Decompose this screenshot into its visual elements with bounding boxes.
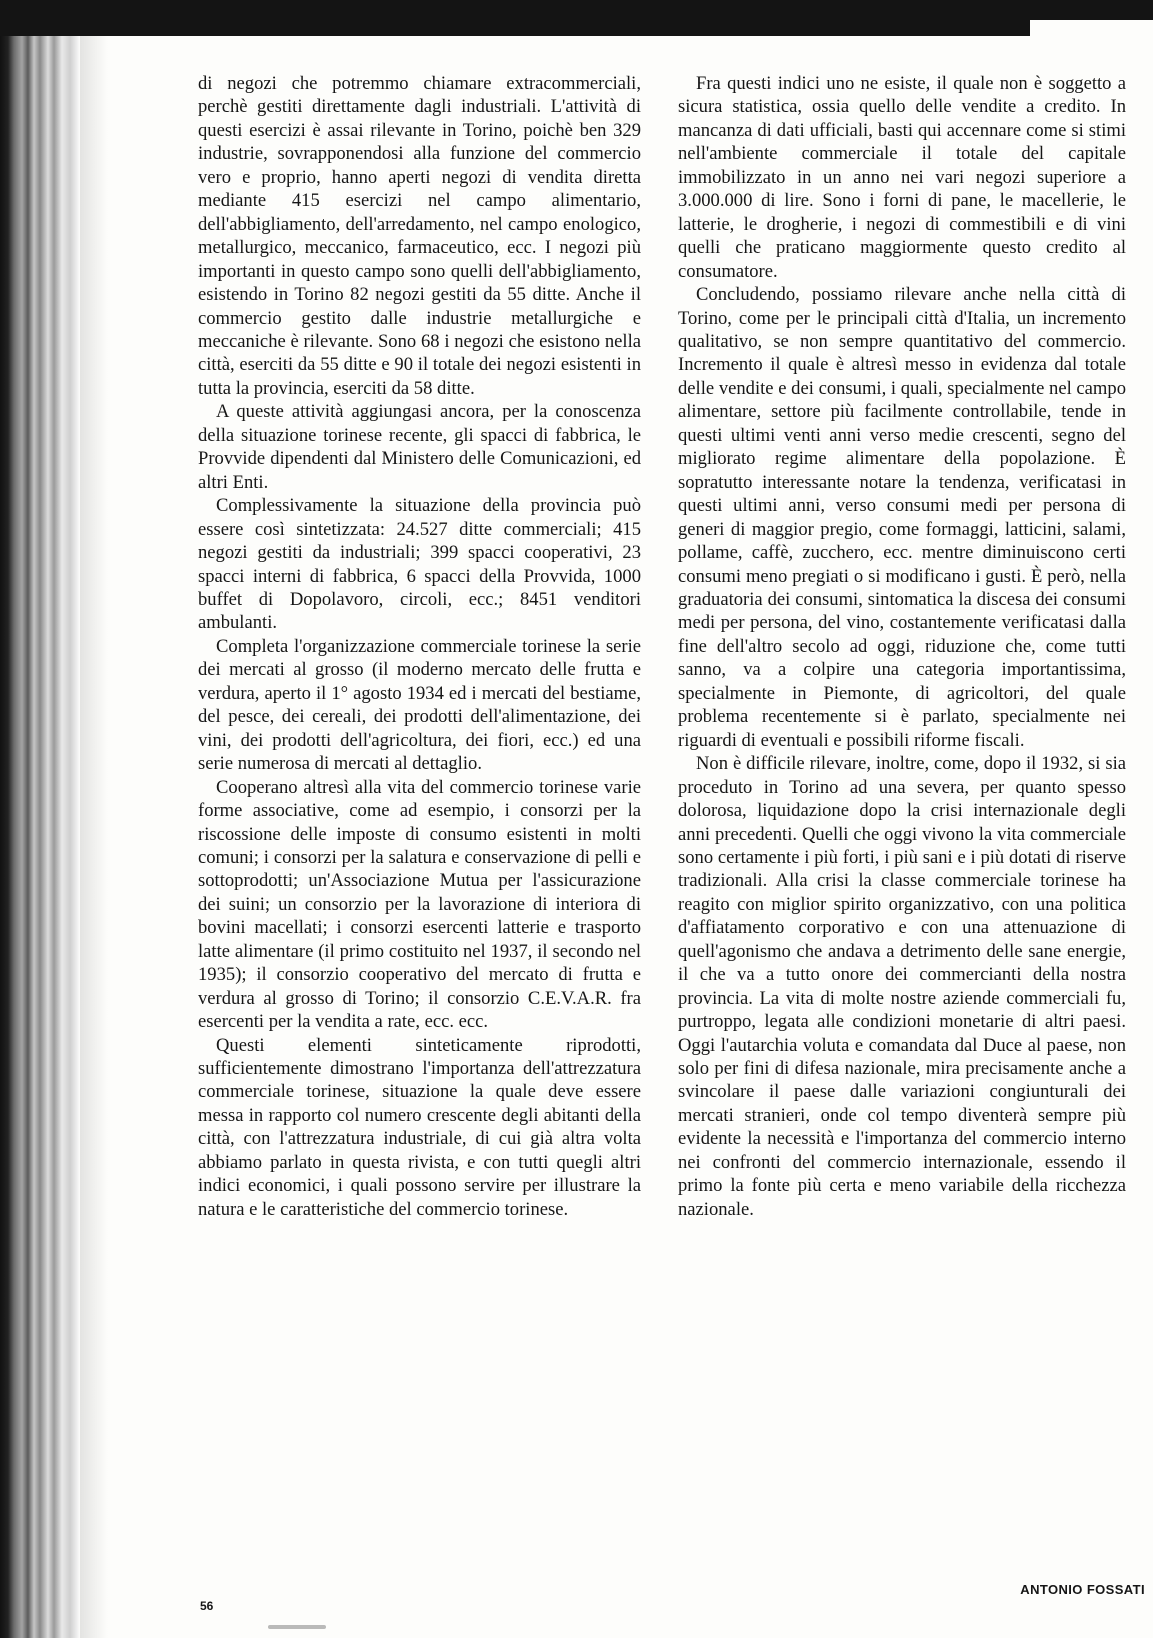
page-number: 56	[200, 1599, 214, 1613]
paragraph: Completa l'organizzazione commerciale torinese la serie dei mercati al grosso (il moderno mercato delle frutta e verdura, aperto il 1° agosto 1934 ed i mercati del bestiame, del pesce, dei cereali, dei prodotti dell'alimentazione, dei vini, dei prodotti dell'agricoltura, dei fiori, ecc.) ed una serie numerosa di mercati al dettaglio.	[198, 635, 641, 775]
paragraph: Fra questi indici uno ne esiste, il quale non è soggetto a sicura statistica, ossia quello delle vendite a credito. In mancanza di dati ufficiali, basti qui accennare come si stimi nell'ambiente commerciale il totale del capitale immobilizzato in un anno nei vari negozi superiore a 3.000.000 di lire. Sono i forni di pane, le macellerie, le latterie, le drogherie, i negozi di commestibili e di vini quelli che praticano maggiormente questo credito al consumatore.	[678, 73, 1126, 282]
paragraph: A queste attività aggiungasi ancora, per la conoscenza della situazione torinese recente, gli spacci di fabbrica, le Provvide dipendenti dal Ministero delle Comunicazioni, ed altri Enti.	[198, 401, 641, 493]
paragraph: Cooperano altresì alla vita del commercio torinese varie forme associative, come ad esempio, i consorzi per la riscossione delle imposte di consumo esistenti in molti comuni; i consorzi per la salatura e conservazione di pelli e sottoprodotti; un'Associazione Mutua per l'assicurazione dei suini; un consorzio per la lavorazione di interiora di bovini macellati; i consorzi esercenti latterie e trasporto latte alimentare (il primo costituito nel 1937, il secondo nel 1935); il consorzio cooperativo del mercato di frutta e verdura al grosso di Torino; il consorzio C.E.V.A.R. fra esercenti per la vendita a rate, ecc. ecc.	[198, 776, 641, 1033]
gutter-shadow	[80, 36, 108, 1638]
top-right-tab	[1030, 0, 1153, 20]
paragraph: di negozi che potremmo chiamare extracommerciali, perchè gestiti direttamente dagli industriali. L'attività di questi esercizi è assai rilevante in Torino, poichè ben 329 industrie, sovrapponendosi alla funzione del commercio vero e proprio, hanno aperti negozi di vendita diretta mediante 415 esercizi nel campo alimentario, dell'abbigliamento, dell'arredamento, nel campo enologico, metallurgico, meccanico, farmaceutico, ecc. I negozi più importanti in questo campo sono quelli dell'abbigliamento, esistendo in Torino 82 negozi gestiti da 55 ditte. Anche il commercio gestito dalle industrie metallurgiche e meccaniche è rilevante. Sono 68 i negozi che esistono nella città, eserciti da 55 ditte e 90 il totale dei negozi esistenti in tutta la provincia, eserciti da 58 ditte.	[198, 73, 641, 399]
paragraph: Concludendo, possiamo rilevare anche nella città di Torino, come per le principali città d'Italia, un incremento qualitativo, se non sempre quantitativo del commercio. Incremento il quale è altresì messo in evidenza dal totale delle vendite e dei consumi, i quali, specialmente nel campo alimentare, settore più facilmente controllabile, tende in questi ultimi venti anni verso medie crescenti, segno del migliorato regime alimentare della popolazione. È sopratutto interessante notare la tendenza, verificatasi in questi ultimi anni, verso consumi medi per persona di generi di maggior pregio, come formaggi, latticini, salami, pollame, caffè, zucchero, ecc. mentre diminuiscono certi consumi meno pregiati o si modificano i gusti. È però, nella graduatoria dei consumi, sintomatica la discesa dei consumi medi per persona, del vino, costantemente verificatasi dalla fine dell'altro secolo ad oggi, riduzione che, come tutti sanno, va a colpire una categoria importantissima, specialmente in Piemonte, di agricoltori, del quale problema recentemente si è parlato, specialmente nei riguardi di eventuali e possibili riforme fiscali.	[678, 284, 1126, 751]
paragraph: Questi elementi sinteticamente riprodotti, sufficientemente dimostrano l'importanza dell'attrezzatura commerciale torinese, situazione la quale deve essere messa in rapporto col numero crescente degli abitanti della città, con l'attrezzatura industriale, di cui già altra volta abbiamo parlato in questa rivista, e con tutti quegli altri indici economici, i quali possono servire per illustrare la natura e le caratteristiche del commercio torinese.	[198, 1034, 641, 1220]
paragraph: Non è difficile rilevare, inoltre, come, dopo il 1932, si sia proceduto in Torino ad una severa, per quanto spesso dolorosa, liquidazione dopo la crisi internazionale degli anni precedenti. Quelli che oggi vivono la vita commerciale sono certamente i più forti, i più sani e i più dotati di riserve tradizionali. Alla crisi la classe commerciale torinese ha reagito con miglior spirito organizzativo, con una politica d'affiatamento corporativo e con una attenuazione di quell'agonismo che andava a detrimento delle sane energie, il che va a tutto onore dei commercianti della nostra provincia. La vita di molte nostre aziende commerciali fu, purtroppo, legata alle condizioni monetarie di altri paesi. Oggi l'autarchia voluta e comandata dal Duce al paese, non solo per fini di difesa nazionale, mira precisamente anche a svincolare il paese dalle variazioni congiunturali dei mercati stranieri, onde col tempo diventerà sempre più evidente la necessità e l'importanza del commercio interno nei confronti del commercio internazionale, essendo il primo la fonte più certa e meno variabile della ricchezza nazionale.	[678, 753, 1126, 1220]
book-page-edge	[0, 36, 80, 1638]
print-smudge	[268, 1625, 326, 1629]
right-text-column	[678, 72, 1126, 1221]
top-black-bar	[0, 0, 1030, 36]
left-text-column	[198, 72, 641, 1221]
author-signature: ANTONIO FOSSATI	[1020, 1582, 1145, 1597]
paragraph: Complessivamente la situazione della provincia può essere così sintetizzata: 24.527 ditte commerciali; 415 negozi gestiti da industriali; 399 spacci cooperativi, 23 spacci interni di fabbrica, 6 spacci della Provvida, 1000 buffet di Dopolavoro, circoli, ecc.; 8451 venditori ambulanti.	[198, 495, 641, 634]
